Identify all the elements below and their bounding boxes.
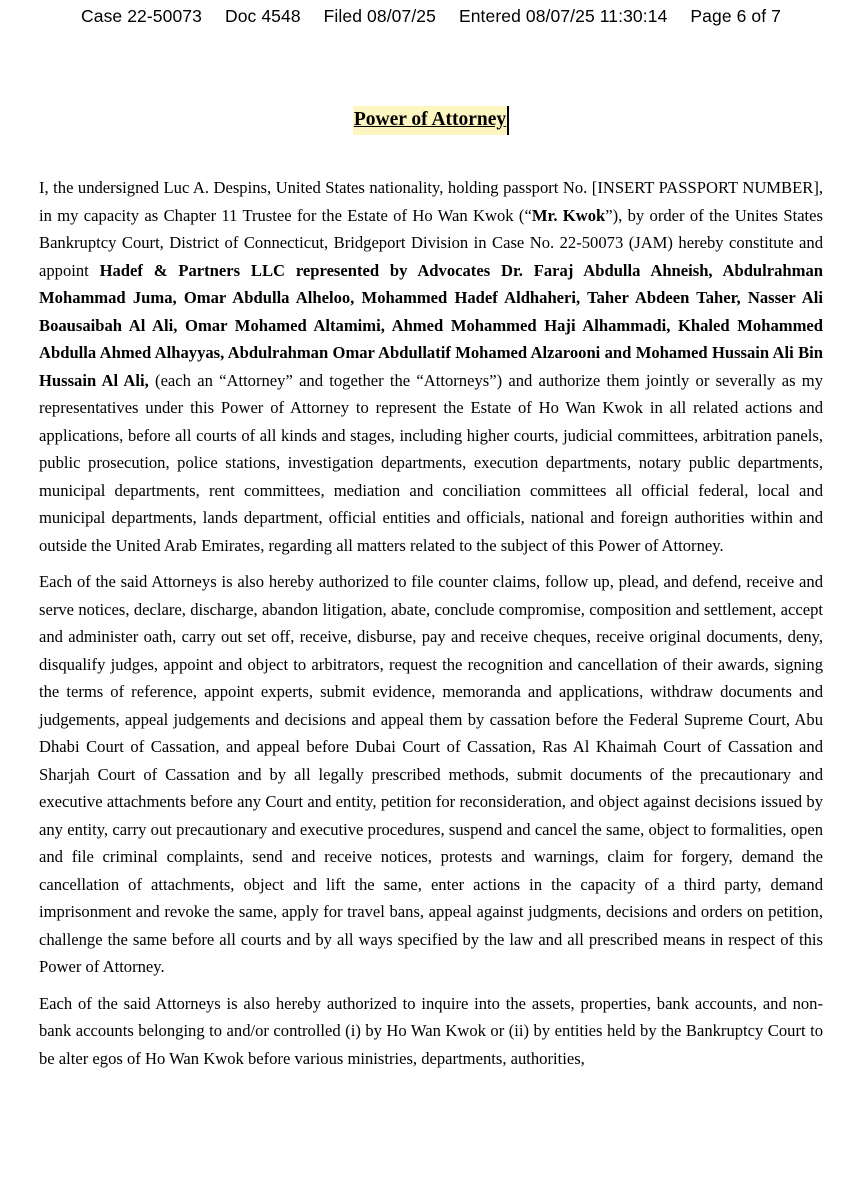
paragraph-litigation-powers: Each of the said Attorneys is also hereby authorized to file counter claims, follow up, plead, and defend, receive and serve notices, declare, discharge, abandon litigation, abate, conclude compromise, composition and settlement, accept and administer oath, carry out set off, receive, disburse, pay and receive cheques, receive original documents, deny, disqualify judges, appoint and object to arbitrators, request the recognition and cancellation of their awards, signing the terms of reference, appoint experts, submit evidence, memoranda and applications, withdraw documents and judgements, appeal judgements and decisions and appeal them by cassation before the Federal Supreme Court, Abu Dhabi Court of Cassation, and appeal before Dubai Court of Cassation, Ras Al Khaimah Court of Cassation and Sharjah Court of Cassation and by all legally prescribed methods, submit documents of the precautionary and executive attachments before any Court and entity, petition for reconsideration, and object against decisions issued by any entity, carry out precautionary and executive procedures, suspend and cancel the same, object to formalities, open and file criminal complaints, send and receive notices, protests and warnings, claim for forgery, demand the cancellation of attachments, object and lift the same, enter actions in the capacity of a third party, demand imprisonment and revoke the same, apply for travel bans, appeal against judgments, decisions and orders on petition, challenge the same before all courts and by all ways specified by the law and all prescribed means in respect of this Power of Attorney. [39, 572, 823, 976]
document-title: Power of Attorney [353, 106, 509, 135]
paragraph-asset-inquiry: Each of the said Attorneys is also hereby authorized to inquire into the assets, properties, bank accounts, and non-bank accounts belonging to and/or controlled (i) by Ho Wan Kwok or (ii) by entities held by the Bankruptcy Court to be alter egos of Ho Wan Kwok before various ministries, departments, authorities, [39, 993, 823, 1068]
appointed-attorneys-names: Hadef & Partners LLC represented by Advocates Dr. Faraj Abdulla Ahneish, Abdulrahman Mohammad Juma, Omar Abdulla Alheloo, Mohammed Hadef Aldhaheri, Taher Abdeen Taher, Nasser Ali Boausaibah Al Ali, Omar Mohamed Altamimi, Ahmed Mohammed Haji Alhammadi, Khaled Mohammed Abdulla Ahmed Alhayyas, Abdulrahman Omar Abdullatif Mohamed Alzarooni and Mohamed Hussain Ali Bin Hussain Al Ali, [39, 260, 823, 390]
paragraph-appointment-text-2: ”), by order of the Unites States Bankruptcy Court, District of Connecticut, Bridgeport Division in Case No. 22-50073 (JAM) hereby constitute and appoint [39, 205, 823, 280]
page-indicator: Page 6 of 7 [690, 6, 781, 26]
paragraph-appointment-text-1: I, the undersigned Luc A. Despins, United States nationality, holding passport No. [INSERT PASSPORT NUMBER], in my capacity as Chapter 11 Trustee for the Estate of Ho Wan Kwok (“ [39, 178, 823, 225]
case-number: Case 22-50073 [81, 6, 202, 26]
paragraph-appointment [39, 174, 823, 559]
paragraph-appointment-text-3: (each an “Attorney” and together the “Attorneys”) and authorize them jointly or severally as my representatives under this Power of Attorney to represent the Estate of Ho Wan Kwok in all related actions and applications, before all courts of all kinds and stages, including higher courts, judicial committees, arbitration panels, public prosecution, police stations, investigation departments, execution departments, notary public departments, municipal departments, rent committees, mediation and conciliation committees all official federal, local and municipal departments, lands department, official entities and officials, national and foreign authorities within and outside the United Arab Emirates, regarding all matters related to the subject of this Power of Attorney. [39, 370, 823, 555]
court-filing-header [0, 6, 862, 27]
title-container [0, 106, 862, 135]
document-body [39, 174, 823, 1081]
document-number: Doc 4548 [224, 6, 301, 26]
entered-date: Entered 08/07/25 11:30:14 [458, 6, 668, 26]
filed-date: Filed 08/07/25 [323, 6, 436, 26]
mr-kwok-defined-term: Mr. Kwok [531, 205, 606, 225]
